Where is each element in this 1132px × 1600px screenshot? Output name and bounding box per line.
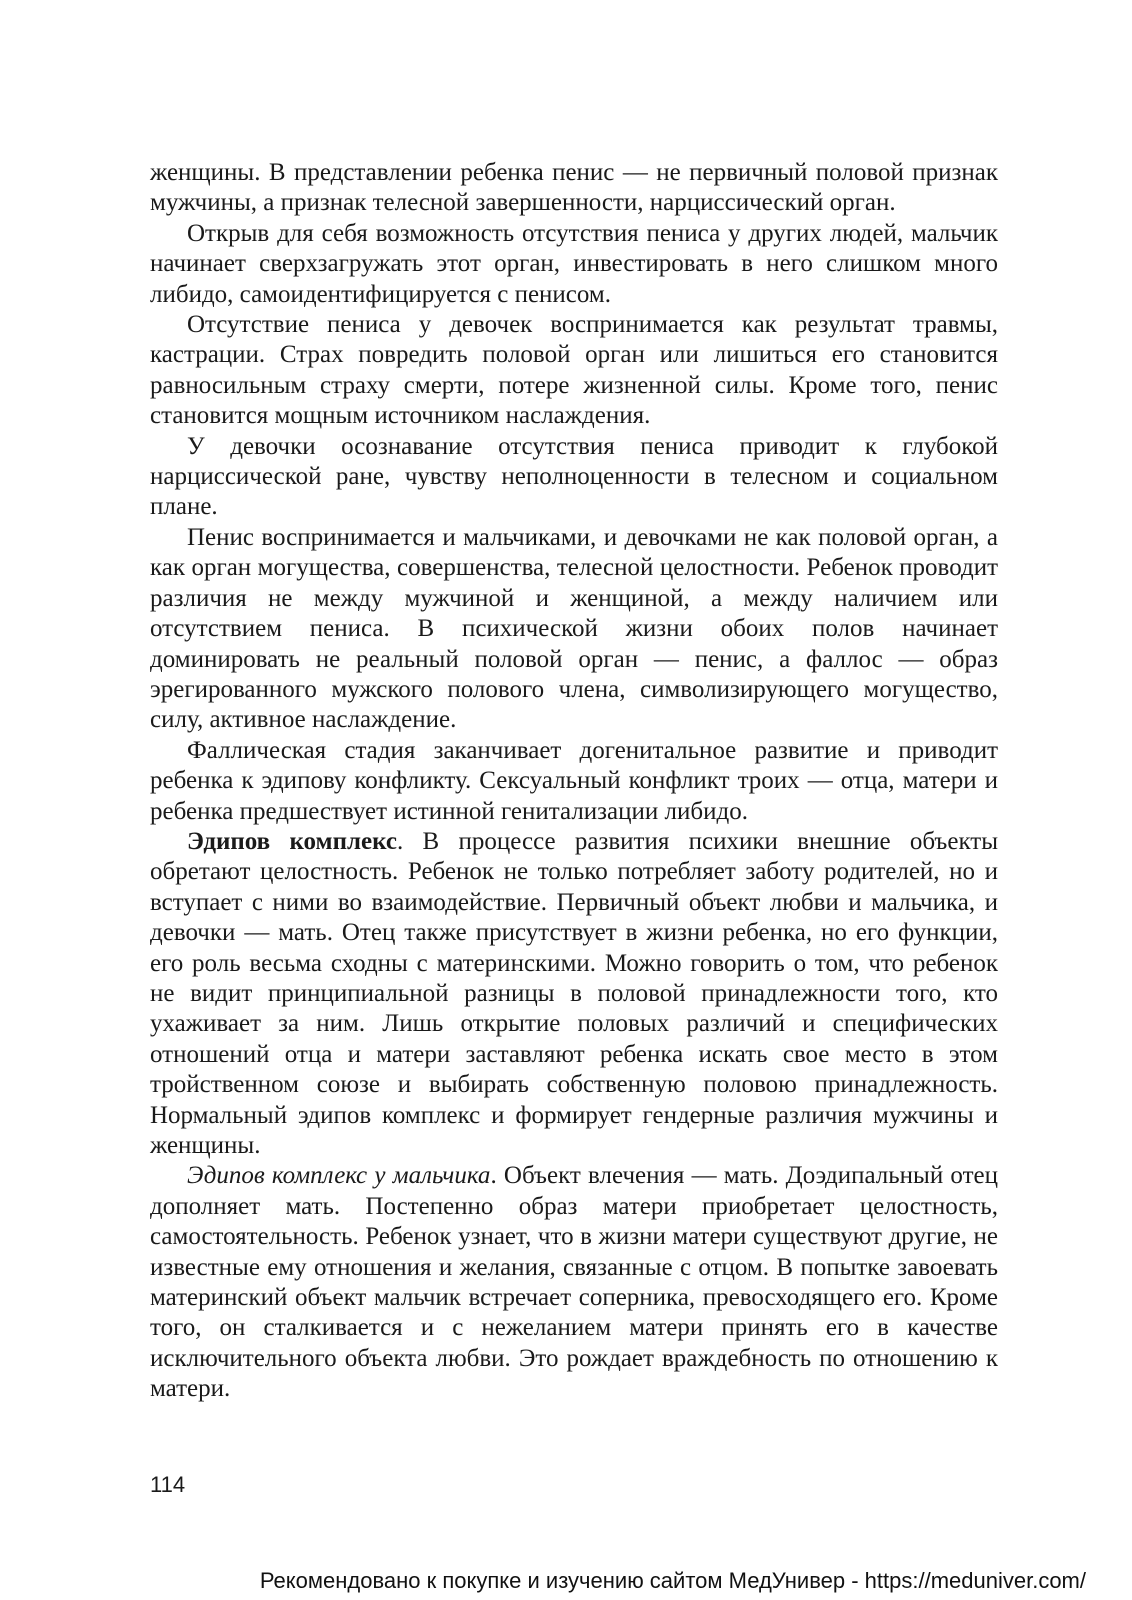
subsection-term: Эдипов комплекс у мальчика [187,1162,491,1190]
body-text [150,158,998,1405]
paragraph [150,1161,998,1404]
page-number: 114 [150,1472,186,1497]
paragraph: У девочки осознавание отсутствия пениса приводит к глубокой нарциссической ране, чувству неполноценности в телесном и социальном плане. [150,432,998,521]
paragraph [150,827,998,1161]
paragraph-text: . Объект влечения — мать. Доэдипальный отец дополняет мать. Постепенно образ матери приобретает целостность, самостоятельность. Ребенок узнает, что в жизни матери существуют другие, не известные ему отношения и желания, связанные с отцом. В попытке завоевать материнский объект мальчик встречает соперника, превосходящего его. Кроме того, он сталкивается и с нежеланием матери принять его в качестве исключительного объекта любви. Это рождает враждебность по отношению к матери. [150,1162,998,1403]
paragraph: Фаллическая стадия заканчивает догенитальное развитие и приводит ребенка к эдипову конфликту. Сексуальный конфликт троих — отца, матери и ребенка предшествует истинной генитализации либидо. [150,736,998,825]
paragraph: женщины. В представлении ребенка пенис — не первичный половой признак мужчины, а признак телесной завершенности, нарциссический орган. [150,159,998,217]
paragraph: Открыв для себя возможность отсутствия пениса у других людей, мальчик начинает сверхзагружать этот орган, инвестировать в него слишком много либидо, самоидентифицируется с пенисом. [150,219,998,308]
paragraph: Отсутствие пениса у девочек воспринимается как результат травмы, кастрации. Страх повредить половой орган или лишиться его становится равносильным страху смерти, потере жизненной силы. Кроме того, пенис становится мощным источником наслаждения. [150,311,998,430]
paragraph: Пенис воспринимается и мальчиками, и девочками не как половой орган, а как орган могущества, совершенства, телесной целостности. Ребенок проводит различия не между мужчиной и женщиной, а между наличием или отсутствием пениса. В психической жизни обоих полов начинает доминировать не реальный половой орган — пенис, а фаллос — образ эрегированного мужского полового члена, символизирующего могущество, силу, активное наслаждение. [150,523,998,734]
footer-note: Рекомендовано к покупке и изучению сайтом МедУнивер - https://meduniver.com/ [259,1568,1086,1593]
section-term: Эдипов комплекс [187,827,397,855]
paragraph-text: . В процессе развития психики внешние объекты обретают целостность. Ребенок не только потребляет заботу родителей, но и вступает с ними во взаимодействие. Первичный объект любви и мальчика, и девочки — мать. Отец также присутствует в жизни ребенка, но его функции, его роль весьма сходны с материнскими. Можно говорить о том, что ребенок не видит принципиальной разницы в половой принадлежности того, кто ухаживает за ним. Лишь открытие половых различий и специфических отношений отца и матери заставляют ребенка искать свое место в этом тройственном союзе и выбирать собственную половою принадлежность. Нормальный эдипов комплекс и формирует гендерные различия мужчины и женщины. [150,827,998,1159]
